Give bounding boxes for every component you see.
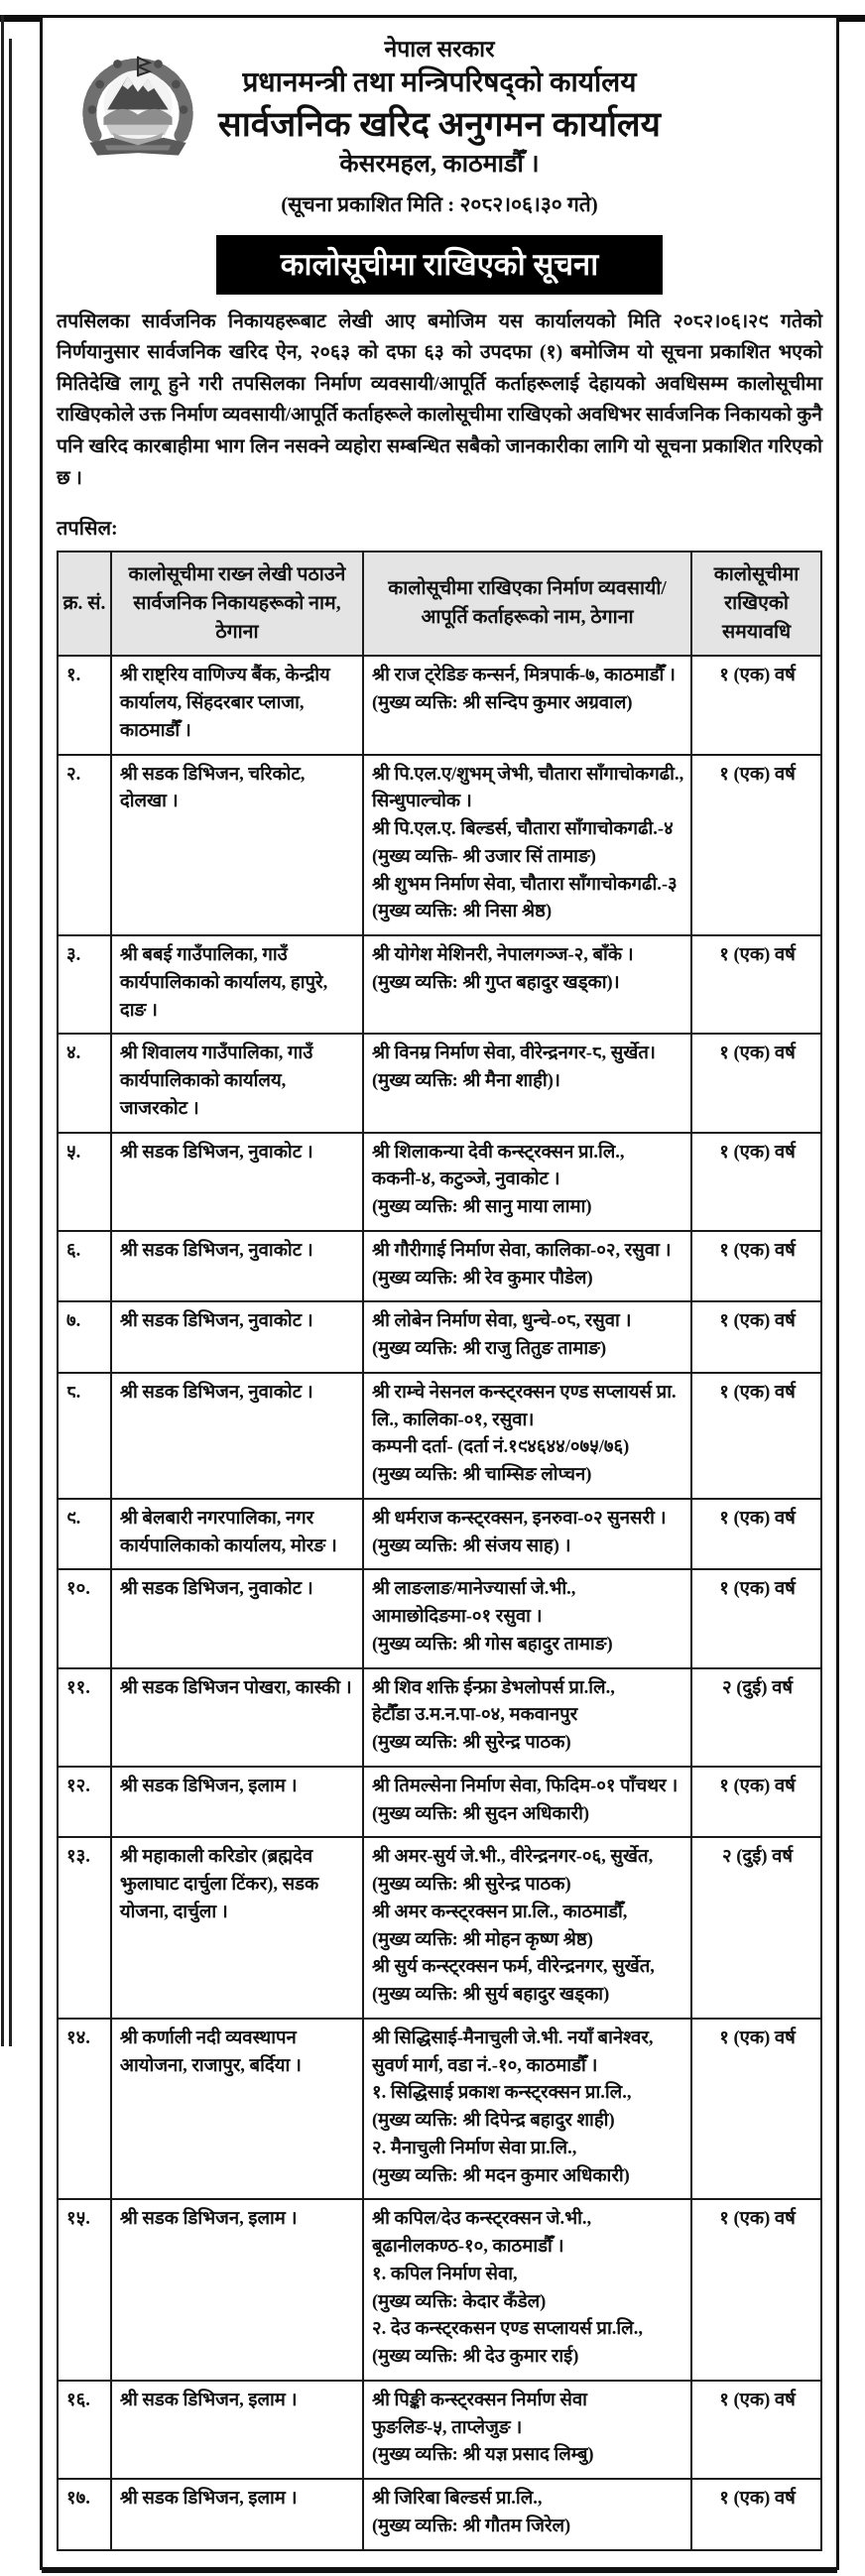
contractor-line: श्री गौरीगाई निर्माण सेवा, कालिका-०२, रसुवा । — [371, 1240, 672, 1261]
notice-title-banner: कालोसूचीमा राखिएको सूचना — [216, 235, 663, 295]
contractor-line: श्री अमर-सुर्य जे.भी., वीरेन्द्रनगर-०६, सुर्खेत, — [371, 1847, 654, 1868]
contractor-cell — [363, 1499, 691, 1570]
contractor-cell — [363, 1569, 691, 1667]
contractor-cell — [363, 755, 691, 936]
duration-cell: १ (एक) वर्ष — [691, 1499, 821, 1570]
duration-cell: १ (एक) वर्ष — [691, 1373, 821, 1499]
contractor-line: श्री जिरिबा बिल्डर्स प्रा.लि., — [371, 2489, 543, 2510]
published-date: (सूचना प्रकाशित मिति : २०८२।०६।३० गते) — [281, 192, 598, 217]
contractor-line: श्री सिद्धिसाई-मैनाचुली जे.भी. नयाँ बानेश्वर, सुवर्ण मार्ग, वडा नं.-१०, काठमाडौँ । — [371, 2027, 654, 2076]
sn-cell: १५. — [58, 2199, 111, 2381]
agency-cell: श्री सडक डिभिजन, नुवाकोट । — [111, 1231, 363, 1302]
org-name-ppmo: सार्वजनिक खरिद अनुगमन कार्यालय — [218, 104, 661, 144]
blacklist-table-body — [58, 656, 821, 2549]
contractor-line: (मुख्य व्यक्ति: केदार कँडेल) — [371, 2291, 547, 2312]
contractor-cell — [363, 1373, 691, 1499]
contractor-line: (मुख्य व्यक्ति: श्री मोहन कृष्ण श्रेष्ठ) — [371, 1929, 593, 1950]
agency-cell: श्री शिवालय गाउँपालिका, गाउँ कार्यपालिकाको कार्यालय, जाजरकोट । — [111, 1034, 363, 1132]
header-contractor: कालोसूचीमा राखिएका निर्माण व्यवसायी/ आपूर्ति कर्ताहरूको नाम, ठेगाना — [363, 552, 691, 657]
duration-cell: १ (एक) वर्ष — [691, 1301, 821, 1373]
contractor-line: (मुख्य व्यक्ति: श्री संजय साह) । — [371, 1535, 571, 1556]
agency-cell: श्री सडक डिभिजन, नुवाकोट । — [111, 1133, 363, 1231]
duration-cell: १ (एक) वर्ष — [691, 1034, 821, 1132]
contractor-line: (मुख्य व्यक्ति: श्री दिपेन्द्र बहादुर शाही) — [371, 2111, 615, 2132]
sn-cell: ५. — [58, 1133, 111, 1231]
agency-cell: श्री कर्णाली नदी व्यवस्थापन आयोजना, राजापुर, बर्दिया । — [111, 2019, 363, 2200]
sn-cell: २. — [58, 755, 111, 936]
table-row — [58, 755, 821, 936]
org-name-government: नेपाल सरकार — [384, 37, 495, 61]
contractor-line: (मुख्य व्यक्ति: श्री गोस बहादुर तामाङ) — [371, 1634, 613, 1655]
blacklist-table-header — [58, 552, 821, 657]
nepal-government-emblem — [74, 42, 201, 173]
agency-cell: श्री सडक डिभिजन, चरिकोट, दोलखा । — [111, 755, 363, 936]
contractor-line: (मुख्य व्यक्ति: श्री सन्दिप कुमार अग्रवाल) — [371, 693, 633, 714]
contractor-cell — [363, 2019, 691, 2200]
agency-cell: श्री सडक डिभिजन पोखरा, कास्की । — [111, 1668, 363, 1767]
agency-cell: श्री सडक डिभिजन, नुवाकोट । — [111, 1373, 363, 1499]
table-row — [58, 1373, 821, 1499]
contractor-line: (मुख्य व्यक्ति: श्री सुदन अधिकारी) — [371, 1803, 590, 1824]
contractor-line: श्री सुर्य कन्स्ट्रक्सन फर्म, वीरेन्द्रनगर, सुर्खेत, — [371, 1957, 655, 1978]
contractor-line: (मुख्य व्यक्ति: श्री सुरेन्द्र पाठक) — [371, 1875, 571, 1896]
contractor-line: १. सिद्धिसाई प्रकाश कन्स्ट्रक्सन प्रा.लि., — [371, 2083, 632, 2104]
table-row — [58, 1837, 821, 2019]
contractor-line: श्री अमर कन्स्ट्रक्सन प्रा.लि., काठमाडौँ, — [371, 1901, 628, 1922]
contractor-line: हेटौँडा उ.म.न.पा-०४, मकवानपुर — [371, 1705, 578, 1726]
contractor-line: १. कपिल निर्माण सेवा, — [371, 2264, 518, 2284]
details-label: तपसिल: — [57, 517, 118, 540]
header-duration: कालोसूचीमा राखिएको समयावधि — [691, 552, 821, 657]
table-row — [58, 1569, 821, 1667]
contractor-line: (मुख्य व्यक्ति: श्री निसा श्रेष्ठ) — [371, 902, 553, 922]
duration-cell: १ (एक) वर्ष — [691, 1133, 821, 1231]
table-row — [58, 2019, 821, 2200]
contractor-cell — [363, 1837, 691, 2019]
contractor-line: श्री कपिल/देउ कन्स्ट्रक्सन जे.भी., — [371, 2209, 592, 2230]
contractor-line: (मुख्य व्यक्ति: श्री यज्ञ प्रसाद लिम्बु) — [371, 2445, 594, 2466]
contractor-cell — [363, 1034, 691, 1132]
agency-cell: श्री महाकाली करिडोर (ब्रह्मदेव झुलाघाट दार्चुला टिंकर), सडक योजना, दार्चुला । — [111, 1837, 363, 2019]
sn-cell: १२. — [58, 1767, 111, 1838]
duration-cell: २ (दुई) वर्ष — [691, 1837, 821, 2019]
table-row — [58, 1499, 821, 1570]
masthead — [57, 28, 822, 295]
contractor-line: श्री राज ट्रेडिङ कन्सर्न, मित्रपार्क-७, काठमाडौँ । — [371, 666, 676, 686]
agency-cell: श्री सडक डिभिजन, इलाम । — [111, 2381, 363, 2479]
table-row — [58, 935, 821, 1034]
contractor-line: (मुख्य व्यक्ति: श्री सुर्य बहादुर खड्का) — [371, 1985, 610, 2006]
duration-cell: २ (दुई) वर्ष — [691, 1668, 821, 1767]
contractor-line: श्री पिङ्की कन्स्ट्रक्सन निर्माण सेवा — [371, 2390, 587, 2410]
sn-cell: १७. — [58, 2479, 111, 2550]
table-row — [58, 2479, 821, 2550]
contractor-line: (मुख्य व्यक्ति: श्री गौतम जिरेल) — [371, 2515, 571, 2536]
agency-cell: श्री सडक डिभिजन, नुवाकोट । — [111, 1569, 363, 1667]
contractor-line: बूढानीलकण्ठ-१०, काठमाडौँ । — [371, 2237, 564, 2258]
contractor-line: (मुख्य व्यक्ति: श्री रेव कुमार पौडेल) — [371, 1268, 593, 1288]
contractor-cell — [363, 2479, 691, 2550]
contractor-cell — [363, 1301, 691, 1373]
table-row — [58, 1668, 821, 1767]
contractor-line: (मुख्य व्यक्ति: श्री गुप्त बहादुर खड्का)। — [371, 972, 620, 993]
header-agency: कालोसूचीमा राख्न लेखी पठाउने सार्वजनिक निकायहरूको नाम, ठेगाना — [111, 552, 363, 657]
contractor-line: २. देउ कन्स्ट्रकसन एण्ड सप्लायर्स प्रा.लि., — [371, 2319, 643, 2340]
table-row — [58, 2381, 821, 2479]
blacklist-notice — [40, 15, 839, 2570]
contractor-cell — [363, 656, 691, 754]
table-row — [58, 1133, 821, 1231]
sn-cell: १. — [58, 656, 111, 754]
contractor-line: श्री शुभम निर्माण सेवा, चौतारा साँगाचोकगढी.-३ — [371, 874, 678, 895]
duration-cell: १ (एक) वर्ष — [691, 2479, 821, 2550]
table-row — [58, 1231, 821, 1302]
duration-cell: १ (एक) वर्ष — [691, 1767, 821, 1838]
sn-cell: १४. — [58, 2019, 111, 2200]
notice-body-paragraph: तपसिलका सार्वजनिक निकायहरूबाट लेखी आए बमोजिम यस कार्यालयको मिति २०८२।०६।२९ गतेको निर्णयानुसार सार्वजनिक खरिद ऐन, २०६३ को दफा ६३ को उपदफा (१) बमोजिम यो सूचना प्रकाशित भएको मितिदेखि लागू हुने गरी तपसिलका निर्माण व्यवसायी/आपूर्ति कर्ताहरूलाई देहायको अवधिसम्म कालोसूचीमा राखिएकोले उक्त निर्माण व्यवसायी/आपूर्ति कर्ताहरूले कालोसूचीमा राखिएको अवधिभर सार्वजनिक निकायको कुनै पनि खरिद कारबाहीमा भाग लिन नसक्ने व्यहोरा सम्बन्धित सबैको जानकारीका लागि यो सूचना प्रकाशित गरिएको छ । — [57, 310, 822, 489]
contractor-cell — [363, 2381, 691, 2479]
contractor-line: श्री विनम्र निर्माण सेवा, वीरेन्द्रनगर-८, सुर्खेत। — [371, 1043, 656, 1064]
org-name-pm-office: प्रधानमन्त्री तथा मन्त्रिपरिषद्को कार्यालय — [242, 67, 637, 99]
contractor-cell — [363, 2199, 691, 2381]
contractor-line: ककनी-४, कटुञ्जे, नुवाकोट । — [371, 1169, 560, 1190]
duration-cell: १ (एक) वर्ष — [691, 2199, 821, 2381]
sn-cell: १०. — [58, 1569, 111, 1667]
table-row — [58, 656, 821, 754]
sn-cell: ७. — [58, 1301, 111, 1373]
agency-cell: श्री राष्ट्रिय वाणिज्य बैंक, केन्द्रीय कार्यालय, सिंहदरबार प्लाजा, काठमाडौँ । — [111, 656, 363, 754]
contractor-line: श्री राम्चे नेसनल कन्स्ट्रक्सन एण्ड सप्लायर्स प्रा. लि., कालिका-०१, रसुवा। — [371, 1382, 677, 1430]
duration-cell: १ (एक) वर्ष — [691, 2019, 821, 2200]
agency-cell: श्री बेलबारी नगरपालिका, नगर कार्यपालिकाको कार्यालय, मोरङ । — [111, 1499, 363, 1570]
contractor-line: (मुख्य व्यक्ति: श्री सानु माया लामा) — [371, 1197, 592, 1218]
contractor-line: २. मैनाचुली निर्माण सेवा प्रा.लि., — [371, 2138, 577, 2158]
sn-cell: १३. — [58, 1837, 111, 2019]
contractor-cell — [363, 1668, 691, 1767]
duration-cell: १ (एक) वर्ष — [691, 755, 821, 936]
org-address: केसरमहल, काठमाडौँ । — [339, 151, 540, 179]
table-row — [58, 1034, 821, 1132]
contractor-line: श्री धर्मराज कन्स्ट्रक्सन, इनरुवा-०२ सुनसरी । — [371, 1508, 667, 1529]
sn-cell: ६. — [58, 1231, 111, 1302]
agency-cell: श्री सडक डिभिजन, इलाम । — [111, 1767, 363, 1838]
contractor-line: श्री शिलाकन्या देवी कन्स्ट्रक्सन प्रा.लि., — [371, 1142, 625, 1163]
table-row — [58, 2199, 821, 2381]
sn-cell: ४. — [58, 1034, 111, 1132]
agency-cell: श्री बबई गाउँपालिका, गाउँ कार्यपालिकाको कार्यालय, हापुरे, दाङ । — [111, 935, 363, 1034]
agency-cell: श्री सडक डिभिजन, इलाम । — [111, 2199, 363, 2381]
newspaper-left-rule — [1, 15, 4, 2046]
sn-cell: ८. — [58, 1373, 111, 1499]
contractor-line: श्री पि.एल.ए/शुभम् जेभी, चौतारा साँगाचोकगढी., सिन्धुपाल्चोक । — [371, 764, 684, 812]
agency-cell: श्री सडक डिभिजन, इलाम । — [111, 2479, 363, 2550]
blacklist-table — [57, 551, 822, 2551]
contractor-cell — [363, 935, 691, 1034]
contractor-line: (मुख्य व्यक्ति: श्री सुरेन्द्र पाठक) — [371, 1733, 571, 1754]
duration-cell: १ (एक) वर्ष — [691, 2381, 821, 2479]
duration-cell: १ (एक) वर्ष — [691, 1569, 821, 1667]
contractor-line: (मुख्य व्यक्ति: श्री राजु तितुङ तामाङ) — [371, 1339, 607, 1360]
header-serial-number: क्र. सं. — [58, 552, 111, 657]
sn-cell: १६. — [58, 2381, 111, 2479]
contractor-line: (मुख्य व्यक्ति: श्री मदन कुमार अधिकारी) — [371, 2165, 630, 2186]
contractor-cell — [363, 1133, 691, 1231]
contractor-line: श्री पि.एल.ए. बिल्डर्स, चौतारा साँगाचोकगढी.-४ — [371, 819, 674, 840]
duration-cell: १ (एक) वर्ष — [691, 1231, 821, 1302]
contractor-line: (मुख्य व्यक्ति: श्री देउ कुमार राई) — [371, 2347, 579, 2368]
contractor-line: श्री तिमल्सेना निर्माण सेवा, फिदिम-०१ पाँचथर । — [371, 1776, 679, 1796]
sn-cell: ३. — [58, 935, 111, 1034]
contractor-line: (मुख्य व्यक्ति: श्री चाम्सिङ लोप्चन) — [371, 1465, 592, 1486]
duration-cell: १ (एक) वर्ष — [691, 935, 821, 1034]
agency-cell: श्री सडक डिभिजन, नुवाकोट । — [111, 1301, 363, 1373]
contractor-line: श्री लोबेन निर्माण सेवा, धुन्चे-०८, रसुवा । — [371, 1311, 632, 1332]
contractor-line: कम्पनी दर्ता- (दर्ता नं.१९४६४४/०७५/७६) — [371, 1437, 630, 1458]
contractor-cell — [363, 1231, 691, 1302]
contractor-line: (मुख्य व्यक्ति- श्री उजार सिं तामाङ) — [371, 846, 596, 867]
table-row — [58, 1767, 821, 1838]
newspaper-left-rule-inner — [9, 39, 12, 2046]
contractor-cell — [363, 1767, 691, 1838]
contractor-line: (मुख्य व्यक्ति: श्री मैना शाही)। — [371, 1071, 560, 1092]
contractor-line: फुङलिङ-५, ताप्लेजुङ । — [371, 2417, 523, 2438]
table-row — [58, 1301, 821, 1373]
contractor-line: श्री शिव शक्ति ईन्फ्रा डेभलोपर्स प्रा.लि., — [371, 1677, 615, 1698]
contractor-line: श्री लाङलाङ/मानेज्यार्सा जे.भी., आमाछोदिङमा-०१ रसुवा । — [371, 1579, 576, 1628]
duration-cell: १ (एक) वर्ष — [691, 656, 821, 754]
contractor-line: श्री योगेश मेशिनरी, नेपालगञ्ज-२, बाँके । — [371, 945, 634, 966]
sn-cell: ९. — [58, 1499, 111, 1570]
sn-cell: ११. — [58, 1668, 111, 1767]
